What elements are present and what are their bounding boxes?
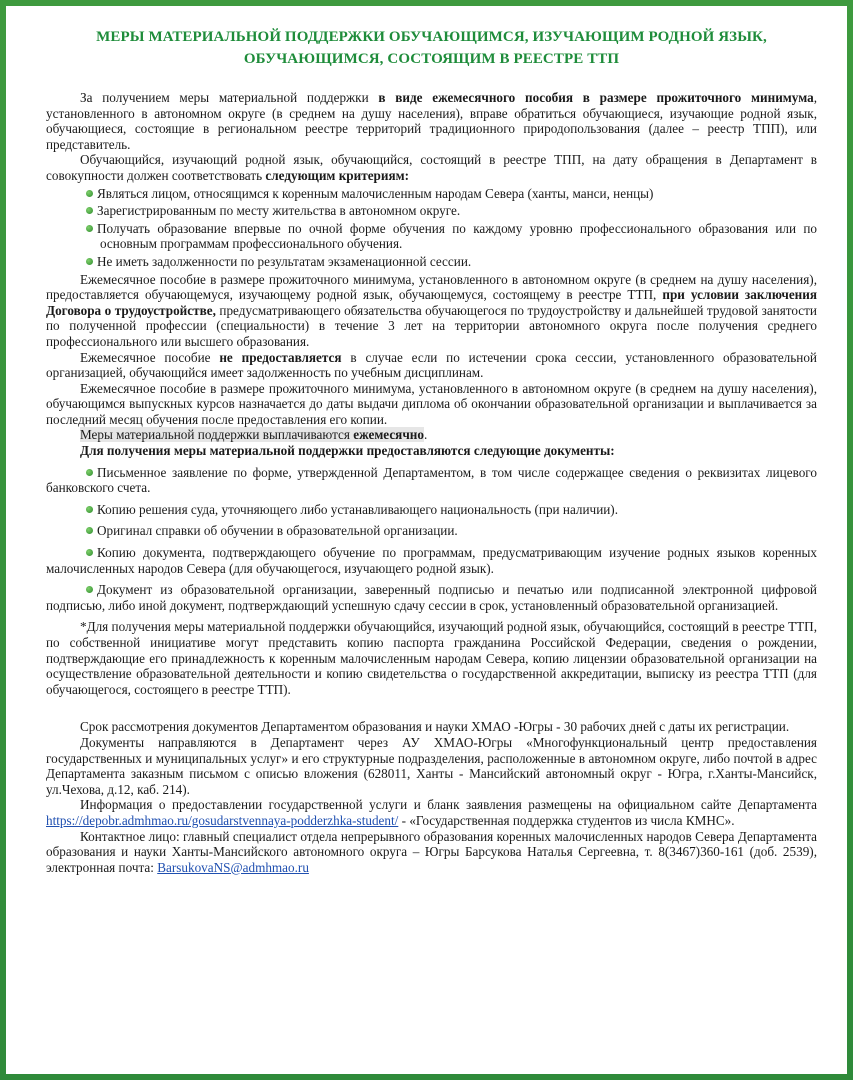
info-text: Информация о предоставлении государственной услуги и бланк заявления размещены на официальном сайте Департамента [80, 797, 817, 813]
not-text-c: в случае если по истечении срока сессии, установленного образовательной организацией, обучающийся имеет задолженность по учебным дисциплинам. [46, 349, 817, 381]
criteria-intro-bold: следующим критериям: [265, 167, 409, 183]
website-link[interactable]: https://depobr.admhmao.ru/gosudarstvennaya-podderzhka-student/ [46, 812, 399, 828]
doc-text: Копию документа, подтверждающего обучение по программам, предусматривающим изучение родных языков коренных малочисленных народов Севера (для обучающегося, изучающего родной язык). [46, 545, 817, 576]
criteria-text: Получать образование впервые по очной форме обучения по каждому уровню профессионального образования или по основным программам профессионального обучения. [97, 220, 817, 252]
document-page [6, 6, 847, 1074]
intro-text-bold: в виде ежемесячного пособия в размере прожиточного минимума [378, 90, 814, 105]
contract-text-c: предусматривающего обязательства обучающегося по трудоустройству и дальнейшей трудовой занятости по полученной профессии (специальности) в течение 3 лет на территории автономного округа после получения среднего профессионального или высшего образования. [46, 302, 817, 349]
list-item [86, 221, 817, 252]
contract-text-a: Ежемесячное пособие в размере прожиточного минимума, установленного в автономном округе (в среднем на душу населения), предоставляется обучающемуся, изучающему родной язык, обучающемуся, состоящему в реестре ТТП, [46, 271, 817, 303]
not-text-a: Ежемесячное пособие [80, 349, 220, 365]
email-link[interactable]: BarsukovaNS@admhmao.ru [157, 859, 309, 875]
contact-text: Контактное лицо: главный специалист отдела непрерывного образования коренных малочисленных народов Севера Департамента образования и науки Ханты-Мансийского автономного округа – Югры Барсукова Наталья Сергеевна, т. 8(3467)360-161 (доб. 2539), электронная почта: [46, 828, 817, 875]
info-paragraph [46, 797, 817, 828]
bullet-icon [86, 586, 93, 593]
bullet-icon [86, 469, 93, 476]
bullet-icon [86, 527, 93, 534]
graduate-paragraph: Ежемесячное пособие в размере прожиточного минимума, установленного в автономном округе (в среднем на душу населения), обучающимся выпускных курсов назначается до даты выдачи диплома об окончании образовательной организации и выплачивается за последний месяц обучения после предоставления его копии. [46, 380, 817, 427]
monthly-highlight [80, 427, 424, 442]
list-item [46, 465, 817, 496]
criteria-text: Являться лицом, относящимся к коренным малочисленным народам Севера (ханты, манси, ненцы) [97, 185, 654, 201]
monthly-paragraph [46, 427, 817, 443]
intro-text-a: За получением меры материальной поддержки [80, 90, 379, 105]
monthly-period: . [423, 427, 428, 443]
monthly-text: Меры материальной поддержки выплачиваются [80, 427, 354, 443]
send-paragraph: Документы направляются в Департамент через АУ ХМАО-Югры «Многофункциональный центр предоставления государственных и муниципальных услуг» и его структурные подразделения, расположенные в автономном округе, либо почтой в адрес Департамента заказным письмом с описью вложения (628011, Ханты - Мансийский автономный округ - Югра, г.Ханты-Мансийск, ул.Чехова, д.12, каб. 214). [46, 734, 817, 797]
page-title: МЕРЫ МАТЕРИАЛЬНОЙ ПОДДЕРЖКИ ОБУЧАЮЩИМСЯ, ИЗУЧАЮЩИМ РОДНОЙ ЯЗЫК, ОБУЧАЮЩИМСЯ, СОСТОЯЩИМ В РЕЕСТРЕ ТТП [96, 29, 767, 67]
doc-text: Оригинал справки об обучении в образовательной организации. [97, 523, 458, 539]
intro-text-c: , установленного в автономном округе (в среднем на душу населения), вправе обратиться обучающиеся, изучающие родной язык, обучающиеся, состоящие в региональном реестре территорий традиционного природопользования (далее – реестр ТПП), или представитель. [46, 90, 817, 152]
list-item [86, 203, 817, 219]
contact-paragraph [46, 829, 817, 876]
info-text-c: - «Государственная поддержка студентов из числа КМНС». [398, 812, 735, 828]
list-item [86, 254, 817, 270]
doc-text: Копию решения суда, уточняющего либо устанавливающего национальность (при наличии). [97, 501, 618, 517]
list-item [86, 186, 817, 202]
doc-text: Документ из образовательной организации, заверенный подписью и печатью или подписанной электронной цифровой подписью, либо иной документ, подтверждающий успешную сдачу сессии в срок, установленный образовательной организацией. [46, 582, 817, 613]
criteria-text: Не иметь задолженности по результатам экзаменационной сессии. [97, 253, 472, 269]
docs-list [46, 465, 817, 614]
bullet-icon [86, 506, 93, 513]
criteria-intro-text: Обучающийся, изучающий родной язык, обучающийся, состоящий в реестре ТПП, на дату обращения в Департамент в совокупности должен соответствовать [46, 152, 817, 183]
note-paragraph: *Для получения меры материальной поддержки обучающийся, изучающий родной язык, обучающийся, состоящий в реестре ТТП, по собственной инициативе могут представить копию паспорта гражданина Российской Федерации, сведения о рождении, подтверждающие его принадлежность к коренным малочисленным народам Севера, копию лицензии образовательной организации на осуществление образовательной деятельности и копию свидетельства о государственной аккредитации, выписку из реестра ТТП (для обучающегося, состоящего в реестре ТТП). [46, 619, 817, 697]
bullet-icon [86, 190, 93, 197]
term-paragraph: Срок рассмотрения документов Департаментом образования и науки ХМАО -Югры - 30 рабочих дней с даты их регистрации. [80, 719, 790, 735]
list-item [46, 582, 817, 613]
not-provided-paragraph [46, 350, 817, 381]
docs-heading-text: Для получения меры материальной поддержки предоставляются следующие документы: [80, 443, 615, 459]
not-text-bold: не предоставляется [219, 349, 342, 365]
list-item [46, 502, 817, 518]
bullet-icon [86, 225, 93, 232]
bullet-icon [86, 549, 93, 556]
contract-paragraph [46, 272, 817, 350]
contract-text-bold: при условии заключения Договора о трудоустройстве, [46, 287, 818, 318]
docs-heading [46, 443, 817, 459]
intro-paragraph [46, 90, 817, 152]
criteria-intro [46, 152, 817, 183]
bullet-icon [86, 207, 93, 214]
bullet-icon [86, 258, 93, 265]
list-item [46, 523, 817, 539]
criteria-text: Зарегистрированным по месту жительства в автономном округе. [97, 203, 461, 219]
monthly-bold: ежемесячно [353, 427, 424, 443]
list-item [46, 545, 817, 576]
criteria-list [46, 186, 817, 270]
doc-text: Письменное заявление по форме, утвержденной Департаментом, в том числе содержащее сведения о реквизитах лицевого банковского счета. [46, 464, 817, 496]
spacer [46, 697, 817, 719]
